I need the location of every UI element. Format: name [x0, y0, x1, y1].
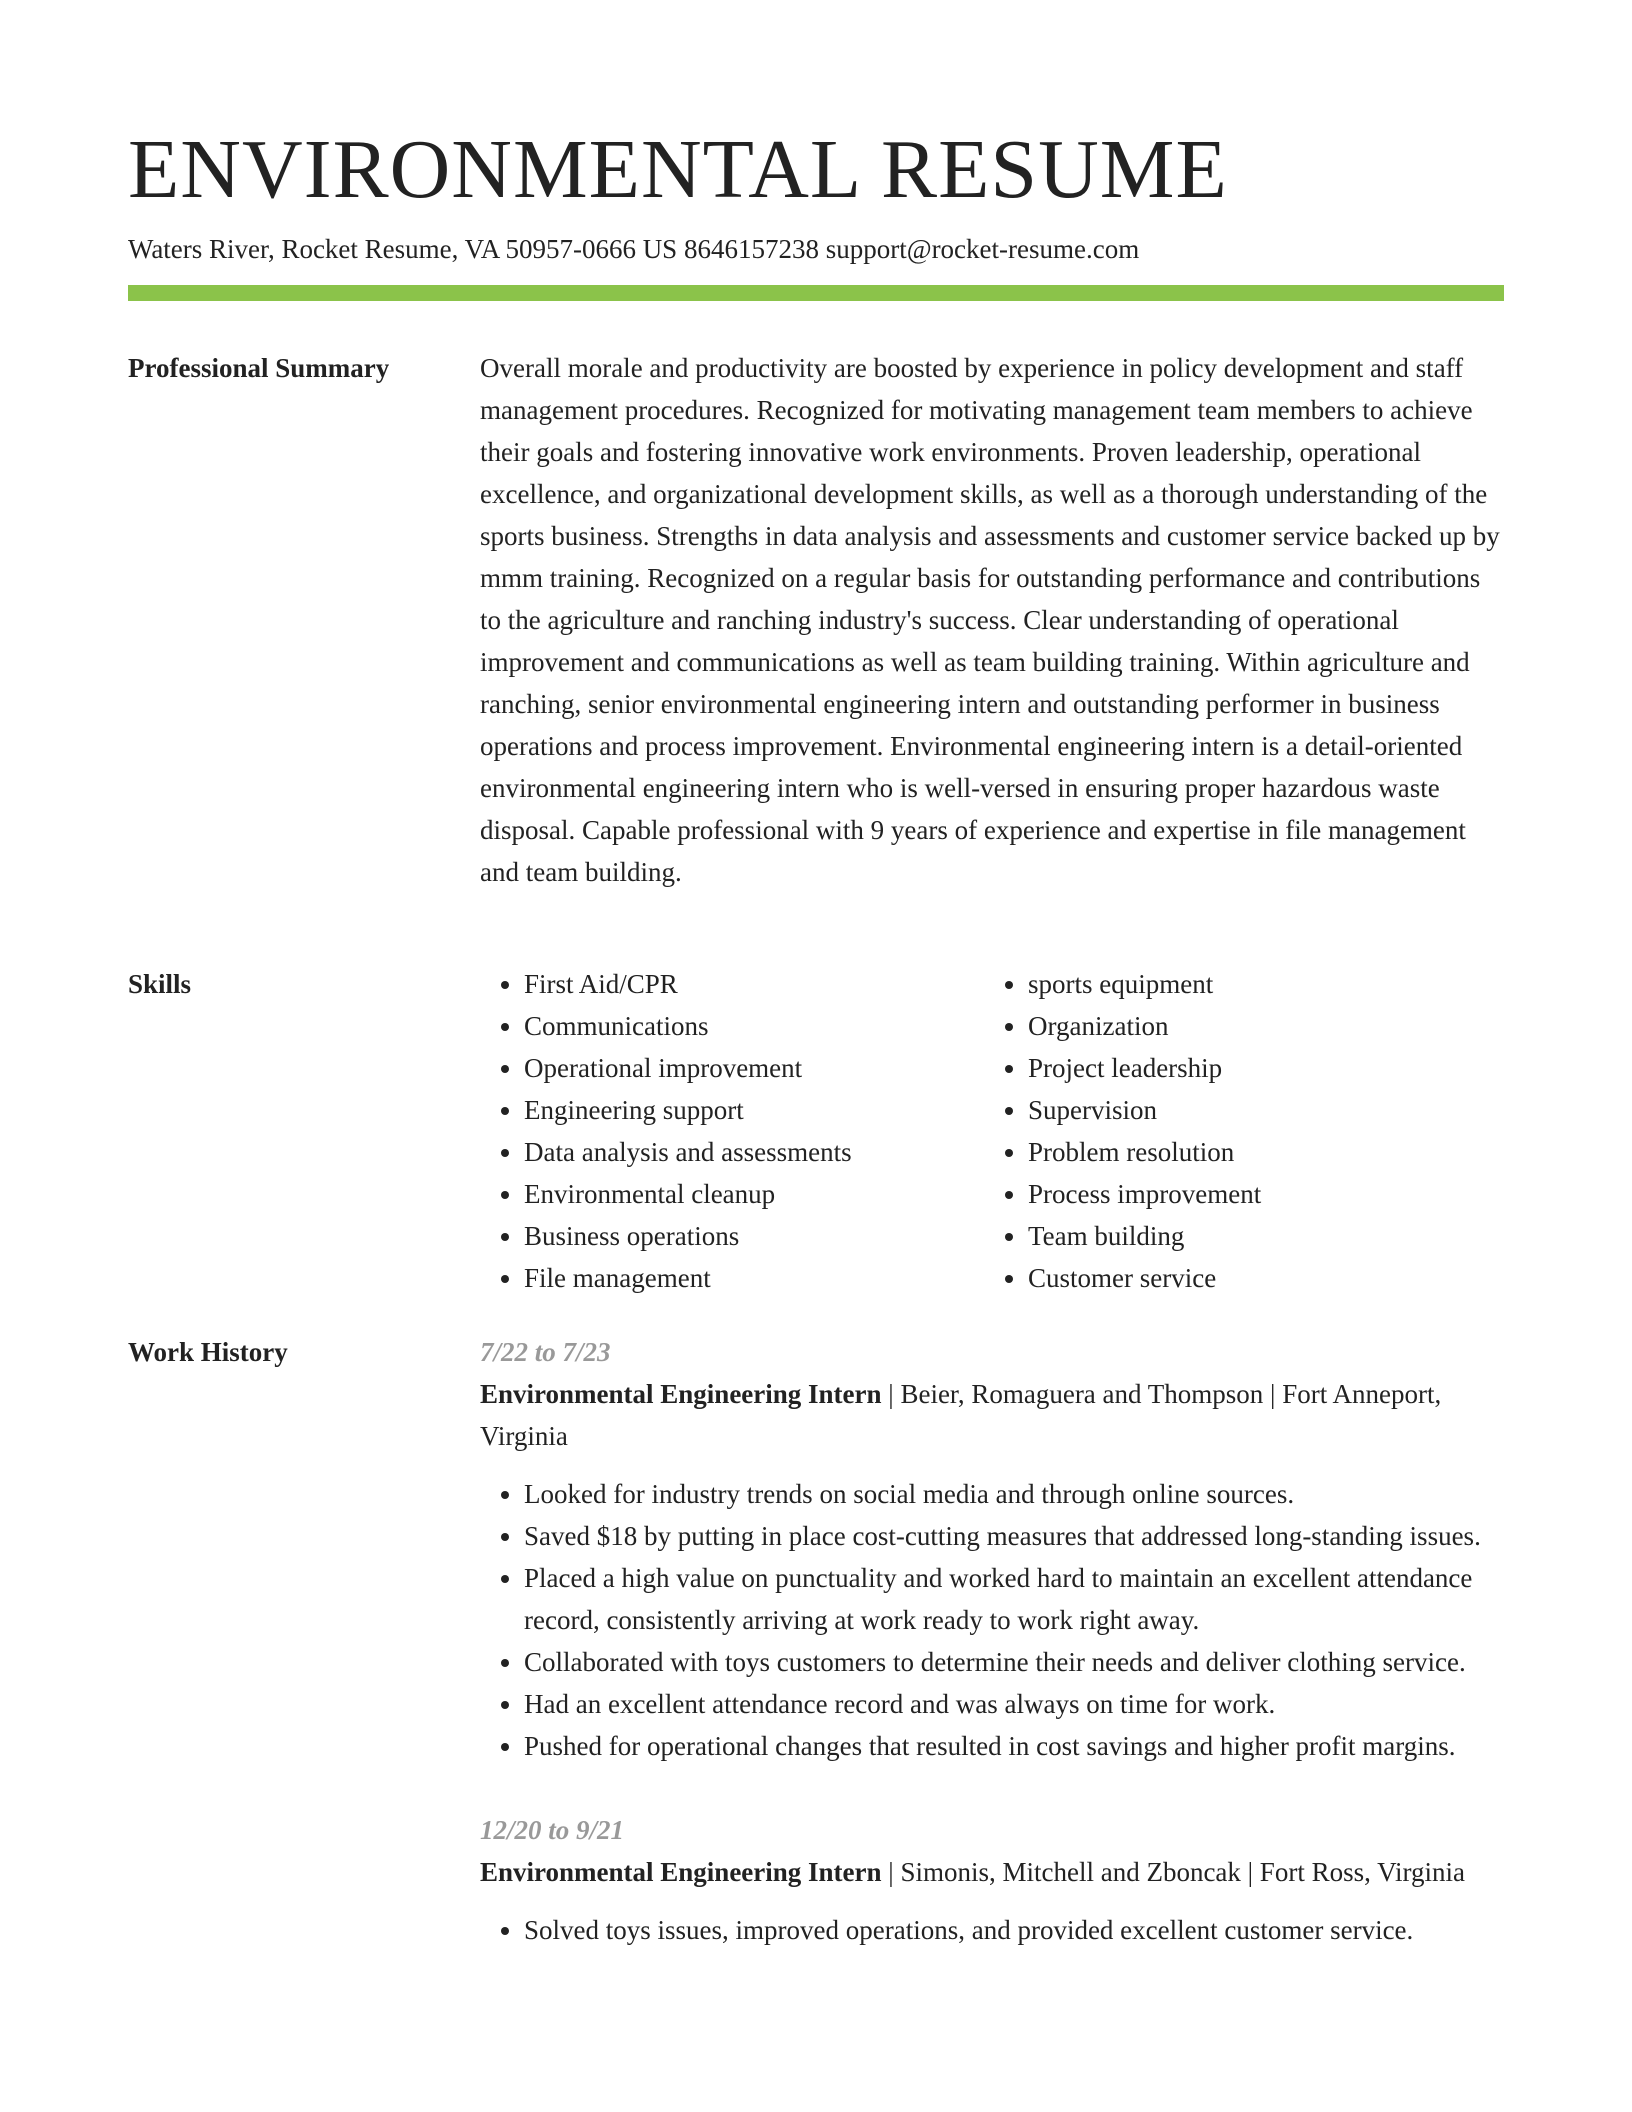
skills-heading: Skills — [128, 969, 192, 999]
contact-phone: 8646157238 — [683, 234, 819, 264]
job-title-line — [480, 1851, 1504, 1893]
job-details: | Simonis, Mitchell and Zboncak | Fort Ross, Virginia — [881, 1857, 1465, 1887]
job-dates: 12/20 to 9/21 — [480, 1815, 625, 1845]
skill-item: • Business operations — [524, 1215, 984, 1257]
skills-body — [480, 963, 1504, 1299]
job-title-line — [480, 1373, 1504, 1457]
skill-item: • Communications — [524, 1005, 984, 1047]
job-dates: 7/22 to 7/23 — [480, 1337, 611, 1367]
work-history-heading: Work History — [128, 1337, 288, 1367]
summary-body — [480, 347, 1504, 893]
job-bullet: • Pushed for operational changes that resulted in cost savings and higher profit margins. — [524, 1725, 1504, 1767]
skill-item: • Problem resolution — [1028, 1131, 1488, 1173]
skill-item: • Project leadership — [1028, 1047, 1488, 1089]
skill-item: • Customer service — [1028, 1257, 1488, 1299]
job-bullets — [480, 1909, 1504, 1951]
work-history-body — [480, 1331, 1504, 1993]
job-bullet: • Solved toys issues, improved operations, and provided excellent customer service. — [524, 1909, 1504, 1951]
job-bullet: • Collaborated with toys customers to determine their needs and deliver clothing service. — [524, 1641, 1504, 1683]
resume-title: ENVIRONMENTAL RESUME — [128, 123, 1228, 216]
header-divider — [128, 285, 1504, 301]
skill-item: • Engineering support — [524, 1089, 984, 1131]
summary-heading: Professional Summary — [128, 353, 390, 383]
contact-email: support@rocket-resume.com — [825, 234, 1140, 264]
skill-item: • File management — [524, 1257, 984, 1299]
skill-item: • sports equipment — [1028, 963, 1488, 1005]
contact-address: Waters River, Rocket Resume, VA 50957-0666 US — [128, 234, 678, 264]
skills-list-right — [984, 963, 1488, 1299]
job-bullet: • Saved $18 by putting in place cost-cutting measures that addressed long-standing issues. — [524, 1515, 1504, 1557]
skill-item: • Data analysis and assessments — [524, 1131, 984, 1173]
skill-item: • Environmental cleanup — [524, 1173, 984, 1215]
skills-list-left — [480, 963, 984, 1299]
summary-text: Overall morale and productivity are boosted by experience in policy development and staff management procedures. Recognized for motivating management team members to achieve their goals and fostering innovative work environments. Proven leadership, operational excellence, and organizational development skills, as well as a thorough understanding of the sports business. Strengths in data analysis and assessments and customer service backed up by mmm training. Recognized on a regular basis for outstanding performance and contributions to the agriculture and ranching industry's success. Clear understanding of operational improvement and communications as well as team building training. Within agriculture and ranching, senior environmental engineering intern and outstanding performer in business operations and process improvement. Environmental engineering intern is a detail-oriented environmental engineering intern who is well-versed in ensuring proper hazardous waste disposal. Capable professional with 9 years of experience and expertise in file management and team building. — [480, 353, 1500, 887]
job-title: Environmental Engineering Intern — [480, 1857, 882, 1887]
skill-item: • Process improvement — [1028, 1173, 1488, 1215]
job-bullet: • Looked for industry trends on social media and through online sources. — [524, 1473, 1504, 1515]
job-entry — [480, 1331, 1504, 1767]
job-bullets — [480, 1473, 1504, 1767]
job-details: | Beier, Romaguera and Thompson | Fort Anneport, Virginia — [480, 1379, 1442, 1451]
skill-item: • Supervision — [1028, 1089, 1488, 1131]
job-title: Environmental Engineering Intern — [480, 1379, 882, 1409]
skill-item: • Organization — [1028, 1005, 1488, 1047]
skill-item: • First Aid/CPR — [524, 963, 984, 1005]
contact-line — [128, 229, 1139, 269]
skill-item: • Operational improvement — [524, 1047, 984, 1089]
job-entry — [480, 1809, 1504, 1951]
job-bullet: • Had an excellent attendance record and was always on time for work. — [524, 1683, 1504, 1725]
skill-item: • Team building — [1028, 1215, 1488, 1257]
job-bullet: • Placed a high value on punctuality and worked hard to maintain an excellent attendance record, consistently arriving at work ready to work right away. — [524, 1557, 1504, 1641]
